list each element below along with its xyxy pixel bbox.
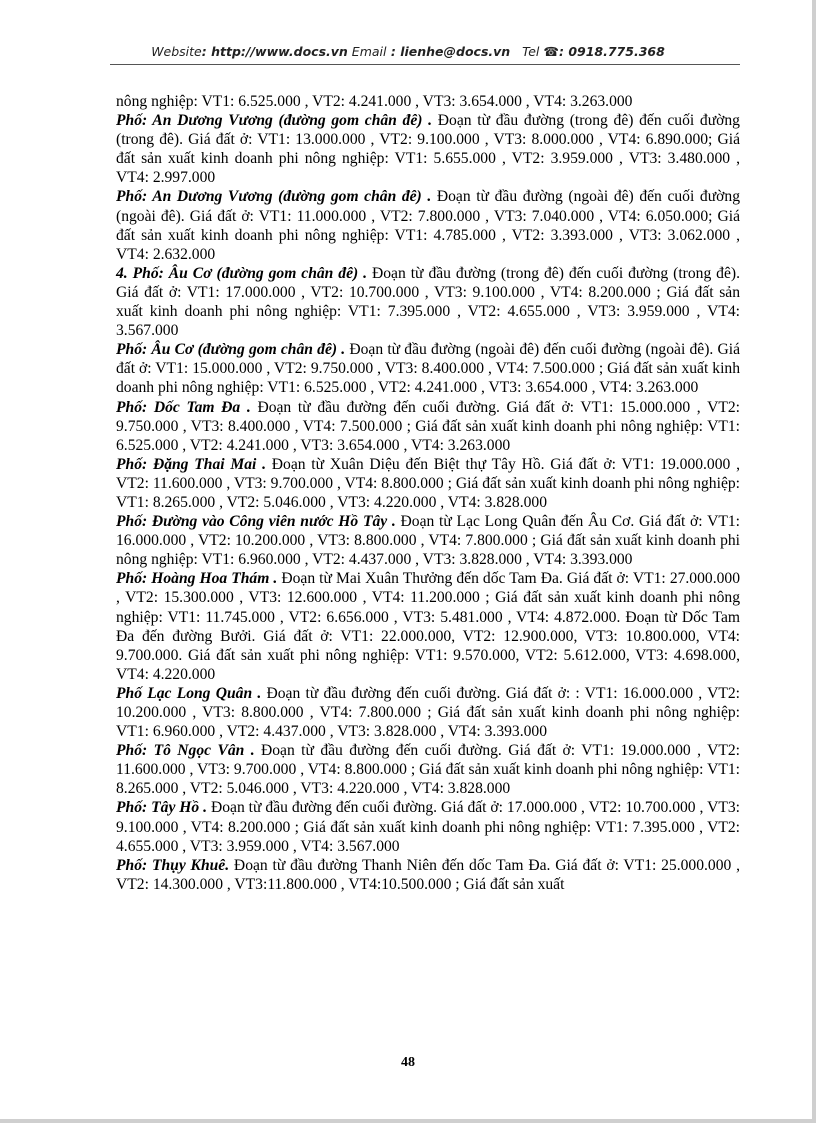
- entry-text: Đoạn từ đầu đường (ngoài đê) đến cuối đường (ngoài đê). Giá đất ở: VT1: 11.000.000 , VT2: 7.800.000 , VT3: 7.040.000 , VT4: 6.050.000; Giá đất sản xuất kinh doanh phi nông nghiệp: VT1: 4.785.000 , VT2: 3.393.000 , VT3: 3.062.000 , VT4: 2.632.000: [116, 188, 740, 263]
- entry: [116, 92, 740, 111]
- entry: [116, 684, 740, 741]
- email-label: Email: [351, 44, 387, 59]
- entry-text: Đoạn từ đầu đường Thanh Niên đến dốc Tam Đa. Giá đất ở: VT1: 25.000.000 , VT2: 14.300.000 , VT3:11.800.000 , VT4:10.500.000 ; Giá đất sản xuất: [116, 856, 741, 893]
- entry-street-name: Phố: Dốc Tam Đa .: [116, 398, 251, 416]
- entry: [116, 187, 740, 263]
- email-address[interactable]: lienhe@docs.vn: [400, 44, 511, 59]
- tel-label: Tel: [522, 44, 540, 59]
- entry-street-name: Phố: Hoàng Hoa Thám .: [116, 570, 278, 588]
- document-body: [116, 92, 740, 894]
- website-url[interactable]: http://www.docs.vn: [211, 44, 348, 59]
- entry-street-name: Phố: An Dương Vương (đường gom chân đê) .: [116, 188, 432, 206]
- entry-street-name: Phố: Đường vào Công viên nước Hồ Tây .: [116, 513, 396, 531]
- entry: [116, 340, 740, 397]
- entry: [116, 264, 740, 340]
- entry-text: Đoạn từ đầu đường đến cuối đường. Giá đất ở: VT1: 19.000.000 , VT2: 11.600.000 , VT3: 9.700.000 , VT4: 8.800.000 ; Giá đất sản xuất kinh doanh phi nông nghiệp: VT1: 8.265.000 , VT2: 5.046.000 , VT3: 4.220.000 , VT4: 3.828.000: [116, 742, 741, 798]
- entry-text: Đoạn từ Xuân Diệu đến Biệt thự Tây Hồ. Giá đất ở: VT1: 19.000.000 , VT2: 11.600.000 , VT3: 9.700.000 , VT4: 8.800.000 ; Giá đất sản xuất kinh doanh phi nông nghiệp: VT1: 8.265.000 , VT2: 5.046.000 , VT3: 4.220.000 , VT4: 3.828.000: [116, 455, 740, 511]
- header-divider: [110, 64, 740, 65]
- entry: [116, 798, 740, 855]
- entry-street-name: Phố: Tây Hồ .: [116, 799, 208, 817]
- entry-text: nông nghiệp: VT1: 6.525.000 , VT2: 4.241.000 , VT3: 3.654.000 , VT4: 3.263.000: [116, 93, 633, 110]
- tel-number: 0918.775.368: [568, 44, 665, 59]
- entry: [116, 398, 740, 455]
- entry-street-name: Phố: Đặng Thai Mai .: [116, 455, 266, 473]
- phone-icon: ☎: [543, 44, 559, 59]
- entry-text: Đoạn từ đầu đường đến cuối đường. Giá đất ở: VT1: 15.000.000 , VT2: 9.750.000 , VT3: 8.400.000 , VT4: 7.500.000 ; Giá đất sản xuất kinh doanh phi nông nghiệp: VT1: 6.525.000 , VT2: 4.241.000 , VT3: 3.654.000 , VT4: 3.263.000: [116, 398, 740, 454]
- entry: [116, 455, 740, 512]
- entry: [116, 569, 740, 684]
- entry-street-name: 4. Phố: Âu Cơ (đường gom chân đê) .: [116, 264, 368, 282]
- entry-text: Đoạn từ đầu đường (trong đê) đến cuối đường (trong đê). Giá đất ở: VT1: 17.000.000 , VT2: 10.700.000 , VT3: 9.100.000 , VT4: 8.200.000 ; Giá đất sản xuất kinh doanh phi nông nghiệp: VT1: 7.395.000 , VT2: 4.655.000 , VT3: 3.959.000 , VT4: 3.567.000: [116, 264, 740, 340]
- entry-street-name: Phố Lạc Long Quân .: [116, 684, 262, 702]
- entry-text: Đoạn từ đầu đường đến cuối đường. Giá đất ở: 17.000.000 , VT2: 10.700.000 , VT3: 9.100.000 , VT4: 8.200.000 ; Giá đất sản xuất kinh doanh phi nông nghiệp: VT1: 7.395.000 , VT2: 4.655.000 , VT3: 3.959.000 , VT4: 3.567.000: [116, 799, 740, 855]
- entry-text: Đoạn từ đầu đường (trong đê) đến cuối đường (trong đê). Giá đất ở: VT1: 13.000.000 , VT2: 9.100.000 , VT3: 8.000.000 , VT4: 6.890.000; Giá đất sản xuất kinh doanh phi nông nghiệp: VT1: 5.655.000 , VT2: 3.959.000 , VT3: 3.480.000 , VT4: 2.997.000: [116, 112, 740, 187]
- entry-street-name: Phố: Tô Ngọc Vân .: [116, 742, 255, 760]
- entry-text: Đoạn từ Mai Xuân Thưởng đến dốc Tam Đa. Giá đất ở: VT1: 27.000.000 , VT2: 15.300.000 , VT3: 12.600.000 , VT4: 11.200.000 ; Giá đất sản xuất kinh doanh phi nông nghiệp: VT1: 11.745.000 , VT2: 6.656.000 , VT3: 5.481.000 , VT4: 4.872.000. Đoạn từ Dốc Tam Đa đến đường Bưởi. Giá đất ở: VT1: 22.000.000, VT2: 12.900.000, VT3: 10.800.000, VT4: 9.700.000. Giá đất sản xuất phi nông nghiệp: VT1: 9.570.000, VT2: 5.612.000, VT3: 4.698.000, VT4: 4.220.000: [116, 570, 740, 683]
- entry: [116, 856, 740, 894]
- page-header: Website: http://www.docs.vn Email : lienhe@docs.vn Tel ☎: 0918.775.368: [151, 44, 665, 59]
- entry-text: Đoạn từ đầu đường đến cuối đường. Giá đất ở: : VT1: 16.000.000 , VT2: 10.200.000 , VT3: 8.800.000 , VT4: 7.800.000 ; Giá đất sản xuất kinh doanh phi nông nghiệp: VT1: 6.960.000 , VT2: 4.437.000 , VT3: 3.828.000 , VT4: 3.393.000: [116, 684, 740, 741]
- entry-street-name: Phố: Thụy Khuê.: [116, 856, 230, 874]
- entry-street-name: Phố: Âu Cơ (đường gom chân đê) .: [116, 341, 346, 359]
- entry-text: Đoạn từ đầu đường (ngoài đê) đến cuối đường (ngoài đê). Giá đất ở: VT1: 15.000.000 , VT2: 9.750.000 , VT3: 8.400.000 , VT4: 7.500.000 ; Giá đất sản xuất kinh doanh phi nông nghiệp: VT1: 6.525.000 , VT2: 4.241.000 , VT3: 3.654.000 , VT4: 3.263.000: [116, 341, 740, 397]
- entry: [116, 111, 740, 187]
- entry-text: Đoạn từ Lạc Long Quân đến Âu Cơ. Giá đất ở: VT1: 16.000.000 , VT2: 10.200.000 , VT3: 8.800.000 , VT4: 7.800.000 ; Giá đất sản xuất kinh doanh phi nông nghiệp: VT1: 6.960.000 , VT2: 4.437.000 , VT3: 3.828.000 , VT4: 3.393.000: [116, 513, 740, 569]
- entry: [116, 741, 740, 798]
- entry-street-name: Phố: An Dương Vương (đường gom chân đê) .: [116, 112, 433, 130]
- website-label: Website: [151, 44, 202, 59]
- page-number: 48: [401, 1055, 415, 1070]
- entry: [116, 512, 740, 569]
